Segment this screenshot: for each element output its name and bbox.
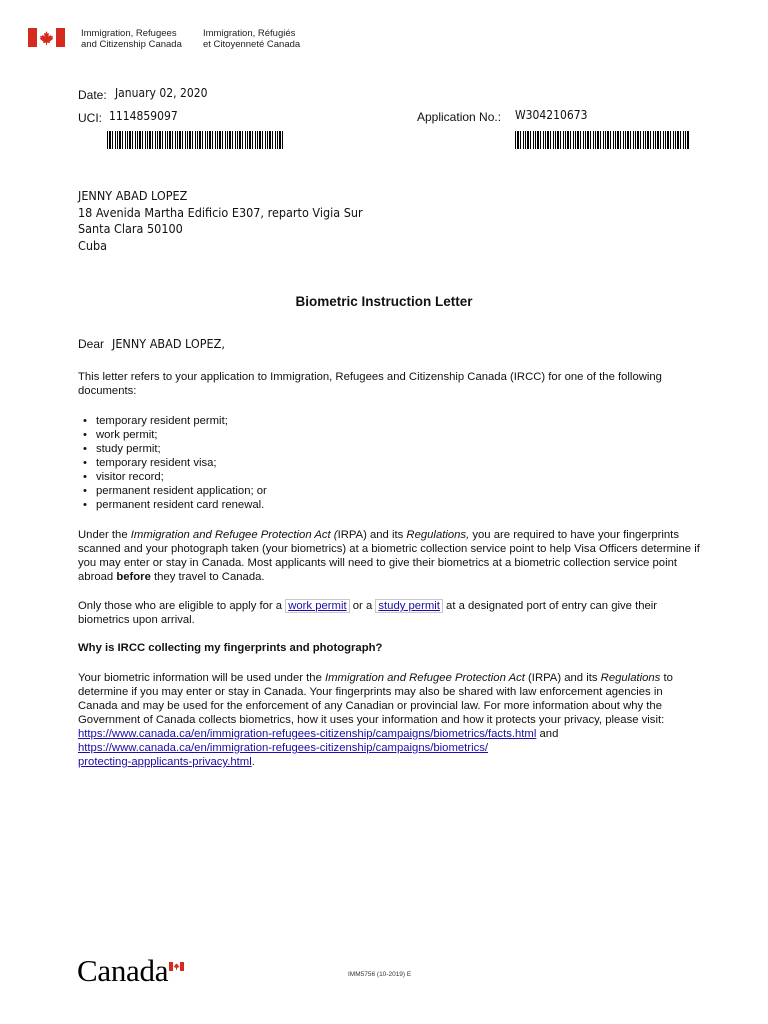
date-label: Date:: [78, 88, 107, 102]
canada-flag-icon: [28, 28, 65, 47]
list-item: • work permit;: [78, 428, 267, 442]
biometrics-facts-link[interactable]: https://www.canada.ca/en/immigration-refugees-citizenship/campaigns/biometrics/facts.html: [78, 728, 537, 740]
list-item: • temporary resident visa;: [78, 456, 267, 470]
recipient-name: JENNY ABAD LOPEZ: [78, 188, 188, 203]
uci-barcode: [107, 131, 284, 149]
work-permit-link[interactable]: work permit: [285, 599, 349, 613]
canada-wordmark: Canada: [77, 953, 169, 988]
uci-label: UCI:: [78, 111, 102, 125]
department-name-french: Immigration, Réfugiés et Citoyenneté Canada: [203, 28, 301, 50]
biometrics-requirement-paragraph: Under the Immigration and Refugee Protection Act (IRPA) and its Regulations, you are required to have your fingerprints scanned and your photograph taken (your biometrics) at a biometric collection service point to help Visa Officers determine if you may enter or stay in Canada. Most applicants will need to give their biometrics at a biometric collection service point abroad before they travel to Canada.: [78, 529, 700, 583]
uci-value: 1114859097: [109, 109, 178, 123]
list-item: • temporary resident permit;: [78, 414, 267, 428]
privacy-link-part-1[interactable]: https://www.canada.ca/en/immigration-refugees-citizenship/campaigns/biometrics/: [78, 742, 489, 754]
address-line-1: 18 Avenida Martha Edificio E307, reparto Vigia Sur: [78, 204, 363, 220]
list-item: • permanent resident card renewal.: [78, 498, 267, 512]
salutation-name: JENNY ABAD LOPEZ,: [112, 336, 226, 351]
letter-title: Biometric Instruction Letter: [295, 294, 473, 309]
port-of-entry-paragraph: Only those who are eligible to apply for a work permit or a study permit at a designated port of entry can give their biometrics upon arrival.: [78, 600, 658, 626]
recipient-address: [78, 188, 394, 254]
application-number-value: W304210673: [515, 108, 588, 122]
form-code: IMM5756 (10-2019) E: [348, 971, 412, 978]
study-permit-link[interactable]: study permit: [375, 599, 443, 613]
section-heading: Why is IRCC collecting my fingerprints and photograph?: [78, 642, 383, 654]
privacy-link-part-2[interactable]: protecting-appplicants-privacy.html: [78, 756, 252, 768]
documents-list: [78, 414, 267, 512]
list-item: • visitor record;: [78, 470, 267, 484]
wordmark-flag-icon: [169, 958, 184, 967]
application-number-label: Application No.:: [417, 110, 502, 124]
address-line-3: Cuba: [78, 237, 108, 253]
department-name-english: Immigration, Refugees and Citizenship Canada: [81, 28, 182, 50]
date-value: January 02, 2020: [115, 86, 208, 100]
biometric-use-paragraph: Your biometric information will be used under the Immigration and Refugee Protection Act (IRPA) and its Regulations to determine if you may enter or stay in Canada. Your fingerprints may also be shared with law enforcement agencies in Canada and may be used for the enforcement of any Canadian or provincial law. For more information about why the Government of Canada collects biometrics, how it uses your information and how it protects your privacy, please visit: https://www.canada.ca/en/immigration-refugees-citizenship/campaigns/biometrics/facts.html and https://www.canada.ca/en/immigration-refugees-citizenship/campaigns/biometrics/ protecting-appplicants-privacy.html.: [78, 672, 673, 768]
list-item: • permanent resident application; or: [78, 484, 267, 498]
address-line-2: Santa Clara 50100: [78, 221, 183, 236]
application-barcode: [515, 131, 690, 149]
salutation: Dear JENNY ABAD LOPEZ,: [78, 336, 226, 351]
intro-paragraph: This letter refers to your application to Immigration, Refugees and Citizenship Canada (IRCC) for one of the following documents:: [78, 371, 662, 397]
list-item: • study permit;: [78, 442, 267, 456]
